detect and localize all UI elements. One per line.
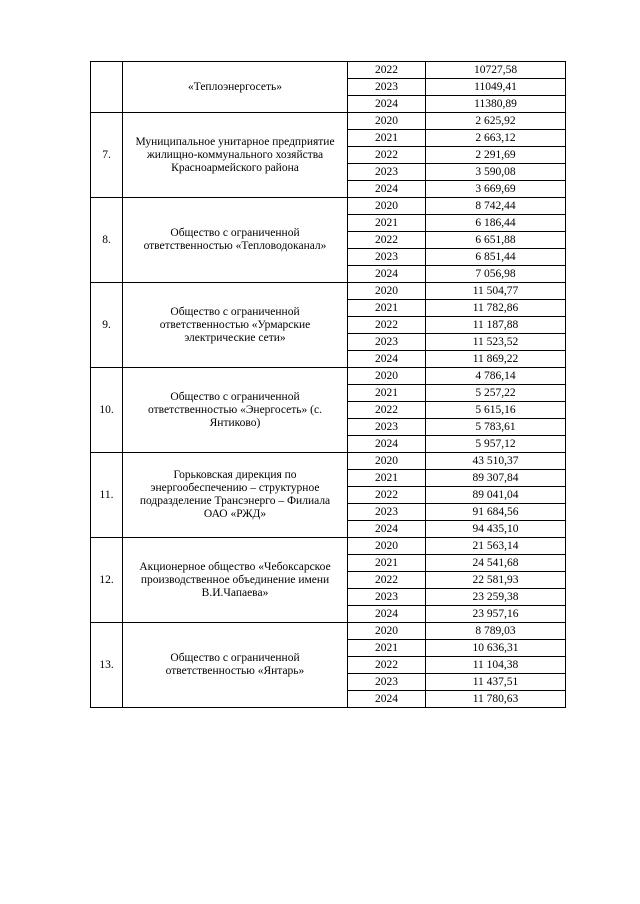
year-cell: 2021 [348,555,426,572]
value-cell: 23 957,16 [426,606,566,623]
year-cell: 2020 [348,283,426,300]
year-cell: 2021 [348,130,426,147]
year-cell: 2023 [348,334,426,351]
year-cell: 2021 [348,640,426,657]
year-cell: 2022 [348,232,426,249]
year-cell: 2023 [348,674,426,691]
value-cell: 8 789,03 [426,623,566,640]
year-cell: 2024 [348,521,426,538]
year-cell: 2022 [348,572,426,589]
value-cell: 11 504,77 [426,283,566,300]
year-cell: 2024 [348,96,426,113]
row-number: 7. [91,113,123,198]
value-cell: 91 684,56 [426,504,566,521]
year-cell: 2020 [348,538,426,555]
value-cell: 5 957,12 [426,436,566,453]
value-cell: 43 510,37 [426,453,566,470]
year-cell: 2020 [348,113,426,130]
value-cell: 10 636,31 [426,640,566,657]
value-cell: 4 786,14 [426,368,566,385]
row-number: 13. [91,623,123,708]
year-cell: 2023 [348,79,426,96]
row-number: 10. [91,368,123,453]
year-cell: 2020 [348,623,426,640]
value-cell: 11 104,38 [426,657,566,674]
year-cell: 2022 [348,147,426,164]
value-cell: 7 056,98 [426,266,566,283]
year-cell: 2022 [348,657,426,674]
organization-name: Общество с ограниченной ответственностью «Янтарь» [123,623,348,708]
year-cell: 2021 [348,300,426,317]
year-cell: 2022 [348,402,426,419]
row-number: 11. [91,453,123,538]
organization-name: Горьковская дирекция по энергообеспечению – структурное подразделение Трансэнерго – Филиала ОАО «РЖД» [123,453,348,538]
year-cell: 2022 [348,317,426,334]
year-cell: 2023 [348,164,426,181]
table-row [91,62,566,79]
organization-name: Акционерное общество «Чебоксарское производственное объединение имени В.И.Чапаева» [123,538,348,623]
value-cell: 89 041,04 [426,487,566,504]
value-cell: 2 291,69 [426,147,566,164]
row-number: 8. [91,198,123,283]
row-number: 12. [91,538,123,623]
table-row [91,283,566,300]
value-cell: 6 651,88 [426,232,566,249]
value-cell: 3 590,08 [426,164,566,181]
table-row [91,623,566,640]
value-cell: 89 307,84 [426,470,566,487]
table-row [91,453,566,470]
organization-name: Общество с ограниченной ответственностью «Энергосеть» (с. Янтиково) [123,368,348,453]
year-cell: 2020 [348,453,426,470]
row-number [91,62,123,113]
value-cell: 23 259,38 [426,589,566,606]
value-cell: 3 669,69 [426,181,566,198]
year-cell: 2023 [348,589,426,606]
value-cell: 5 257,22 [426,385,566,402]
organization-name: Общество с ограниченной ответственностью «Урмарские электрические сети» [123,283,348,368]
value-cell: 11049,41 [426,79,566,96]
year-cell: 2024 [348,266,426,283]
value-cell: 11 780,63 [426,691,566,708]
year-cell: 2022 [348,62,426,79]
tariff-table [90,61,566,708]
value-cell: 11 869,22 [426,351,566,368]
table-row [91,113,566,130]
value-cell: 2 625,92 [426,113,566,130]
organization-name: Общество с ограниченной ответственностью «Тепловодоканал» [123,198,348,283]
year-cell: 2020 [348,368,426,385]
year-cell: 2024 [348,691,426,708]
value-cell: 94 435,10 [426,521,566,538]
value-cell: 8 742,44 [426,198,566,215]
value-cell: 10727,58 [426,62,566,79]
year-cell: 2020 [348,198,426,215]
value-cell: 22 581,93 [426,572,566,589]
table-row [91,538,566,555]
year-cell: 2022 [348,487,426,504]
value-cell: 24 541,68 [426,555,566,572]
value-cell: 6 851,44 [426,249,566,266]
year-cell: 2021 [348,215,426,232]
value-cell: 5 615,16 [426,402,566,419]
value-cell: 11380,89 [426,96,566,113]
year-cell: 2023 [348,419,426,436]
value-cell: 11 187,88 [426,317,566,334]
value-cell: 6 186,44 [426,215,566,232]
organization-name: «Теплоэнергосеть» [123,62,348,113]
year-cell: 2021 [348,385,426,402]
year-cell: 2024 [348,181,426,198]
table-row [91,368,566,385]
year-cell: 2024 [348,606,426,623]
value-cell: 11 782,86 [426,300,566,317]
tariff-table-body [91,62,566,708]
year-cell: 2024 [348,351,426,368]
value-cell: 11 437,51 [426,674,566,691]
value-cell: 5 783,61 [426,419,566,436]
value-cell: 21 563,14 [426,538,566,555]
year-cell: 2021 [348,470,426,487]
value-cell: 11 523,52 [426,334,566,351]
year-cell: 2023 [348,504,426,521]
value-cell: 2 663,12 [426,130,566,147]
table-row [91,198,566,215]
year-cell: 2024 [348,436,426,453]
row-number: 9. [91,283,123,368]
year-cell: 2023 [348,249,426,266]
organization-name: Муниципальное унитарное предприятие жилищно-коммунального хозяйства Красноармейского района [123,113,348,198]
